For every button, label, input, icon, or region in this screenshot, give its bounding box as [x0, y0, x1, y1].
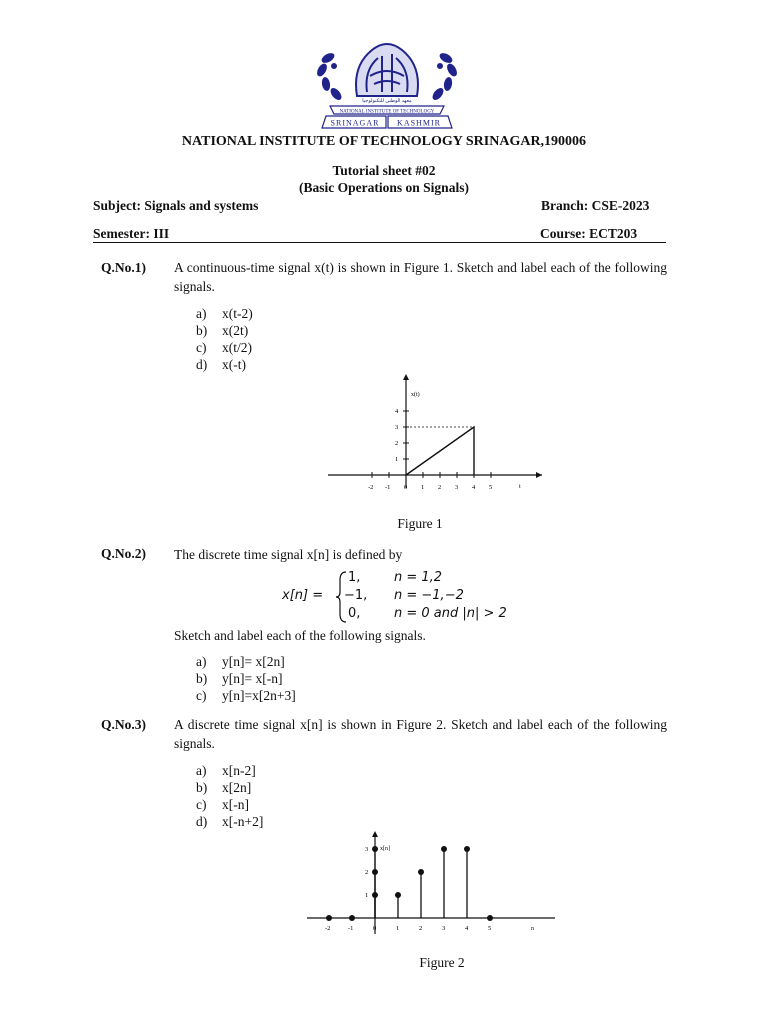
case-3-condition: n = 0 and |n| > 2 — [394, 606, 507, 621]
list-item: a) x(t-2) — [196, 306, 253, 321]
y-tick-label: 1 — [395, 456, 399, 463]
stem-point — [418, 869, 424, 875]
y-tick-label: 3 — [395, 424, 399, 431]
q3-label: Q.No.3) — [101, 717, 146, 732]
sheet-title: Tutorial sheet #02 — [332, 163, 436, 178]
institute-logo — [312, 36, 462, 132]
stem-point — [349, 915, 355, 921]
list-item: a) x[n-2] — [196, 763, 256, 778]
stem-point — [326, 915, 332, 921]
case-1-value: 1, — [348, 570, 361, 585]
figure-1-caption: Figure 1 — [397, 516, 443, 531]
y-tick-label: 2 — [365, 869, 369, 876]
x-tick-label: 2 — [419, 925, 423, 932]
y-tick-label: 1 — [365, 892, 369, 899]
x-tick-label: 3 — [455, 484, 459, 491]
x-tick-label: 1 — [421, 484, 425, 491]
q2-options — [196, 653, 296, 704]
x-tick-label: 5 — [489, 484, 493, 491]
figure-1-chart — [320, 370, 550, 500]
x-tick-label: 5 — [488, 925, 492, 932]
figure-2-chart — [305, 826, 565, 944]
x-tick-label: -2 — [325, 925, 331, 932]
list-item: a) y[n]= x[2n] — [196, 654, 285, 669]
stem-point — [441, 846, 447, 852]
list-item: b) x(2t) — [196, 323, 249, 338]
left-wreath — [315, 51, 344, 102]
logo-top-text: معهد الوطنی للتكنولوجيا — [362, 99, 412, 104]
header-divider — [93, 242, 666, 243]
y-tick-label: 4 — [395, 408, 399, 415]
x-tick-label: 4 — [465, 925, 469, 932]
figure-2 — [305, 826, 565, 944]
branch-label: Branch: CSE-2023 — [541, 198, 650, 213]
y-tick-label: 2 — [395, 440, 399, 447]
x-tick-label: 3 — [442, 925, 446, 932]
case-2-value: −1, — [344, 588, 368, 603]
q1-text: A continuous-time signal x(t) is shown in Figure 1. Sketch and label each of the following signals. — [174, 260, 667, 294]
y-axis-arrow-icon — [372, 831, 378, 837]
q2-label: Q.No.2) — [101, 546, 146, 561]
x-axis-label: n — [531, 926, 534, 932]
x-tick-label: 2 — [438, 484, 442, 491]
case-2-condition: n = −1,−2 — [394, 588, 464, 603]
x-tick-label: 0 — [373, 925, 377, 932]
y-tick-label: 3 — [365, 846, 369, 853]
semester-label: Semester: III — [93, 226, 170, 241]
signal-line — [406, 427, 474, 475]
q1-label: Q.No.1) — [101, 260, 146, 275]
list-item: d) x(-t) — [196, 357, 246, 372]
y-axis-label: x[n] — [380, 846, 390, 852]
right-wreath — [430, 51, 459, 102]
logo-ribbon-right-text: KASHMIR — [397, 118, 441, 128]
q2-text: The discrete time signal x[n] is defined by — [174, 547, 403, 562]
q3-options — [196, 762, 263, 830]
list-item: b) x[2n] — [196, 780, 252, 795]
case-3-value: 0, — [348, 606, 361, 621]
piecewise-equation — [282, 568, 582, 624]
y-axis-arrow-icon — [403, 374, 409, 380]
logo-ribbon-top-text: NATIONAL INSTITUTE OF TECHNOLOGY — [339, 109, 435, 115]
figure-2-caption: Figure 2 — [419, 955, 465, 970]
course-label: Course: ECT203 — [540, 226, 638, 241]
x-axis-arrow-icon — [536, 472, 542, 478]
list-item: d) x[-n+2] — [196, 814, 264, 829]
equation-lhs: x[n] = — [282, 588, 324, 603]
x-tick-label: 1 — [396, 925, 400, 932]
calligraphy-emblem — [356, 44, 418, 96]
institute-name: NATIONAL INSTITUTE OF TECHNOLOGY SRINAGAR,190006 — [181, 134, 587, 149]
stem-point — [395, 892, 401, 898]
case-1-condition: n = 1,2 — [394, 570, 443, 585]
figure-1 — [320, 370, 550, 500]
list-item: c) x[-n] — [196, 797, 249, 812]
list-item: c) x(t/2) — [196, 340, 252, 355]
stem-point — [464, 846, 470, 852]
x-tick-label: 0 — [404, 484, 408, 491]
stem-point — [487, 915, 493, 921]
x-tick-label: 4 — [472, 484, 476, 491]
q1-options — [196, 305, 253, 373]
subject-label: Subject: Signals and systems — [93, 198, 259, 213]
y-axis-label: x(t) — [411, 392, 420, 398]
q3-text: A discrete time signal x[n] is shown in Figure 2. Sketch and label each of the following signals. — [174, 717, 667, 751]
q2-follow-text: Sketch and label each of the following signals. — [174, 628, 426, 643]
x-tick-label: -1 — [348, 925, 354, 932]
logo-emblem — [312, 36, 462, 132]
x-tick-label: -1 — [385, 484, 391, 491]
stem-point — [372, 846, 378, 852]
x-axis-label: t — [519, 484, 521, 490]
x-tick-label: -2 — [368, 484, 374, 491]
sheet-topic: (Basic Operations on Signals) — [299, 180, 469, 195]
logo-ribbon-left-text: SRINAGAR — [330, 118, 380, 128]
list-item: b) y[n]= x[-n] — [196, 671, 283, 686]
list-item: c) y[n]=x[2n+3] — [196, 688, 296, 703]
